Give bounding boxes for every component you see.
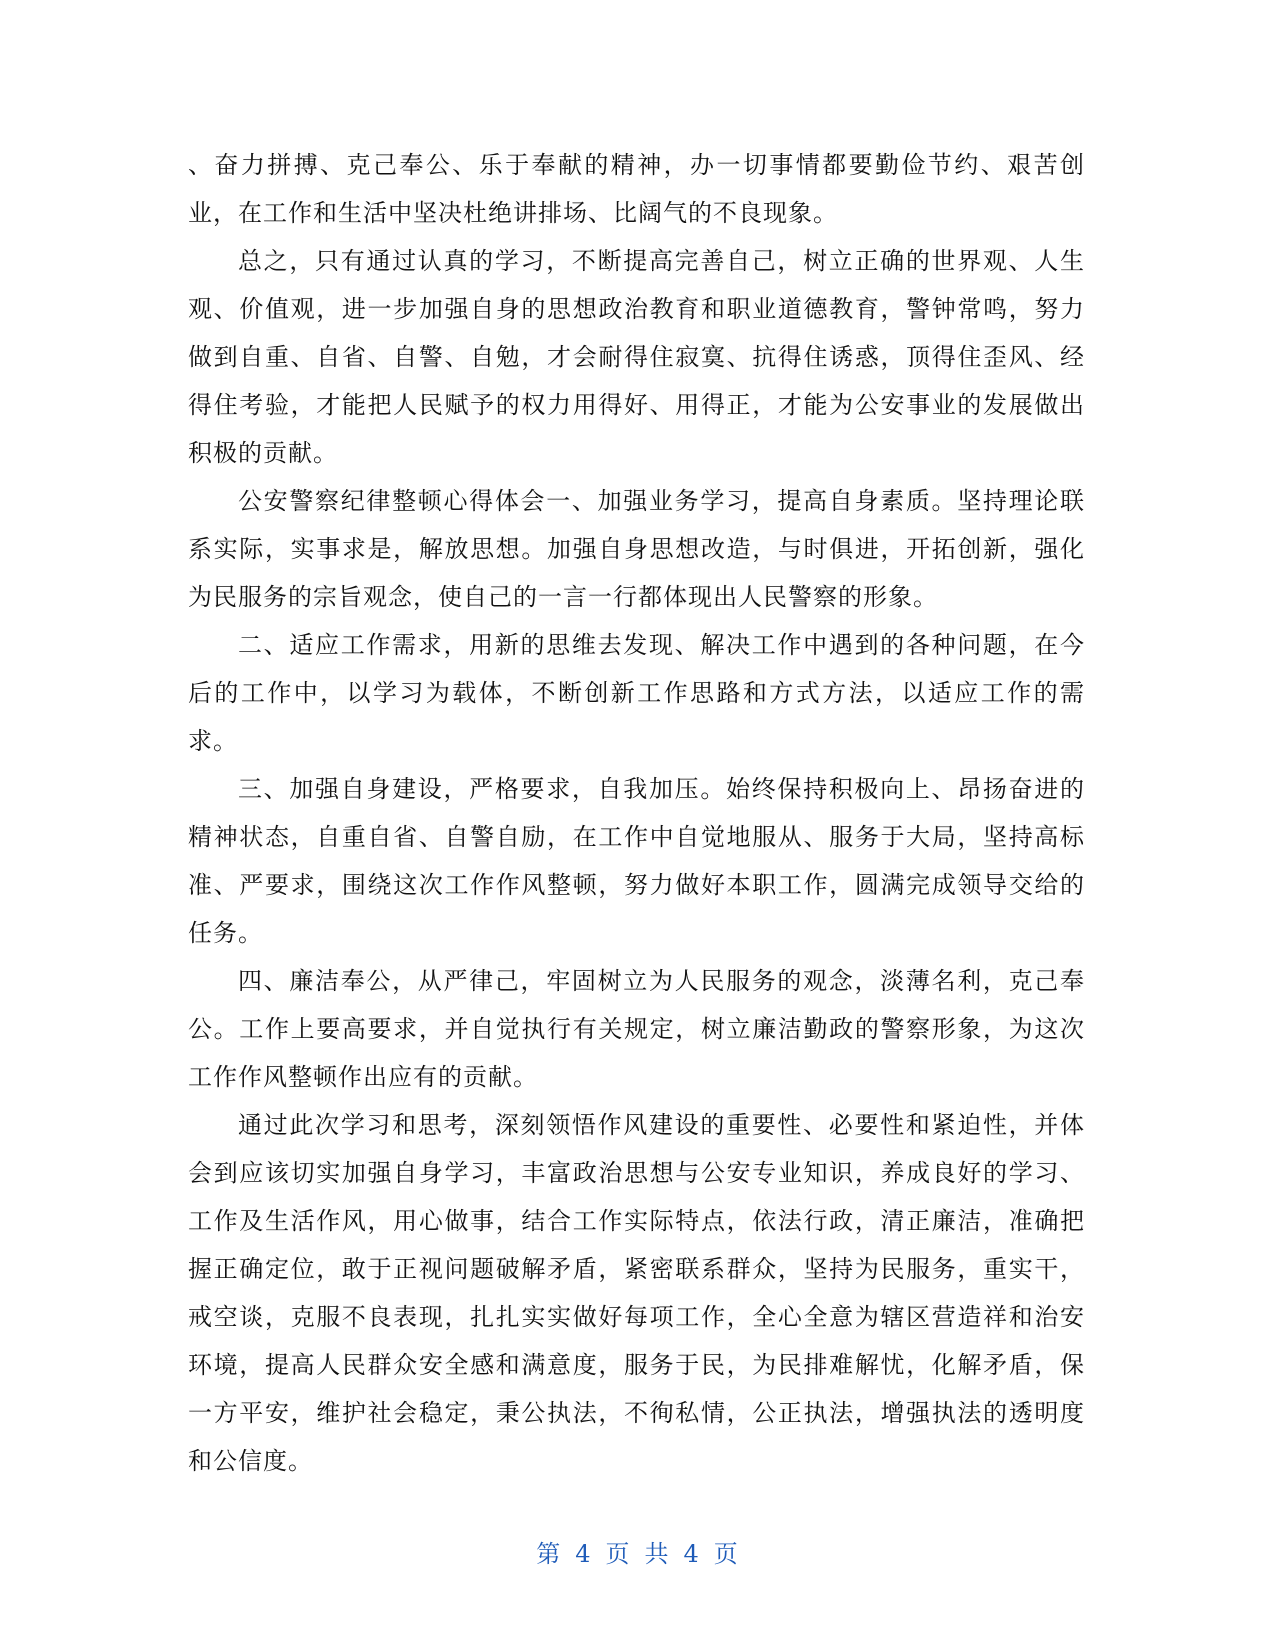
- paragraph-1: 、奋力拼搏、克己奉公、乐于奉献的精神，办一切事情都要勤俭节约、艰苦创业，在工作和生活中坚决杜绝讲排场、比阔气的不良现象。: [188, 151, 1085, 227]
- footer-page-word: 页: [605, 1540, 631, 1568]
- footer-current-page: 4: [575, 1540, 592, 1568]
- footer-prefix: 第: [536, 1540, 562, 1568]
- document-body: [188, 141, 1085, 1485]
- paragraph-6: 四、廉洁奉公，从严律己，牢固树立为人民服务的观念，淡薄名利，克己奉公。工作上要高要求，并自觉执行有关规定，树立廉洁勤政的警察形象，为这次工作作风整顿作出应有的贡献。: [188, 967, 1085, 1091]
- paragraph-3: 公安警察纪律整顿心得体会一、加强业务学习，提高自身素质。坚持理论联系实际，实事求是，解放思想。加强自身思想改造，与时俱进，开拓创新，强化为民服务的宗旨观念，使自己的一言一行都体现出人民警察的形象。: [188, 487, 1085, 611]
- paragraph-4: 二、适应工作需求，用新的思维去发现、解决工作中遇到的各种问题，在今后的工作中，以学习为载体，不断创新工作思路和方式方法，以适应工作的需求。: [188, 631, 1085, 755]
- paragraph-5: 三、加强自身建设，严格要求，自我加压。始终保持积极向上、昂扬奋进的精神状态，自重自省、自警自励，在工作中自觉地服从、服务于大局，坚持高标准、严要求，围绕这次工作作风整顿，努力做好本职工作，圆满完成领导交给的任务。: [188, 775, 1085, 947]
- footer-suffix: 页: [713, 1540, 739, 1568]
- paragraph-7: 通过此次学习和思考，深刻领悟作风建设的重要性、必要性和紧迫性，并体会到应该切实加强自身学习，丰富政治思想与公安专业知识，养成良好的学习、工作及生活作风，用心做事，结合工作实际特点，依法行政，清正廉洁，准确把握正确定位，敢于正视问题破解矛盾，紧密联系群众，坚持为民服务，重实干，戒空谈，克服不良表现，扎扎实实做好每项工作，全心全意为辖区营造祥和治安环境，提高人民群众安全感和满意度，服务于民，为民排难解忧，化解矛盾，保一方平安，维护社会稳定，秉公执法，不徇私情，公正执法，增强执法的透明度和公信度。: [188, 1111, 1085, 1475]
- paragraph-2: 总之，只有通过认真的学习，不断提高完善自己，树立正确的世界观、人生观、价值观，进一步加强自身的思想政治教育和职业道德教育，警钟常鸣，努力做到自重、自省、自警、自勉，才会耐得住寂寞、抗得住诱惑，顶得住歪风、经得住考验，才能把人民赋予的权力用得好、用得正，才能为公安事业的发展做出积极的贡献。: [188, 247, 1085, 467]
- page-footer: [0, 1534, 1275, 1569]
- footer-total-word: 共: [644, 1540, 670, 1568]
- footer-total-pages: 4: [683, 1540, 700, 1568]
